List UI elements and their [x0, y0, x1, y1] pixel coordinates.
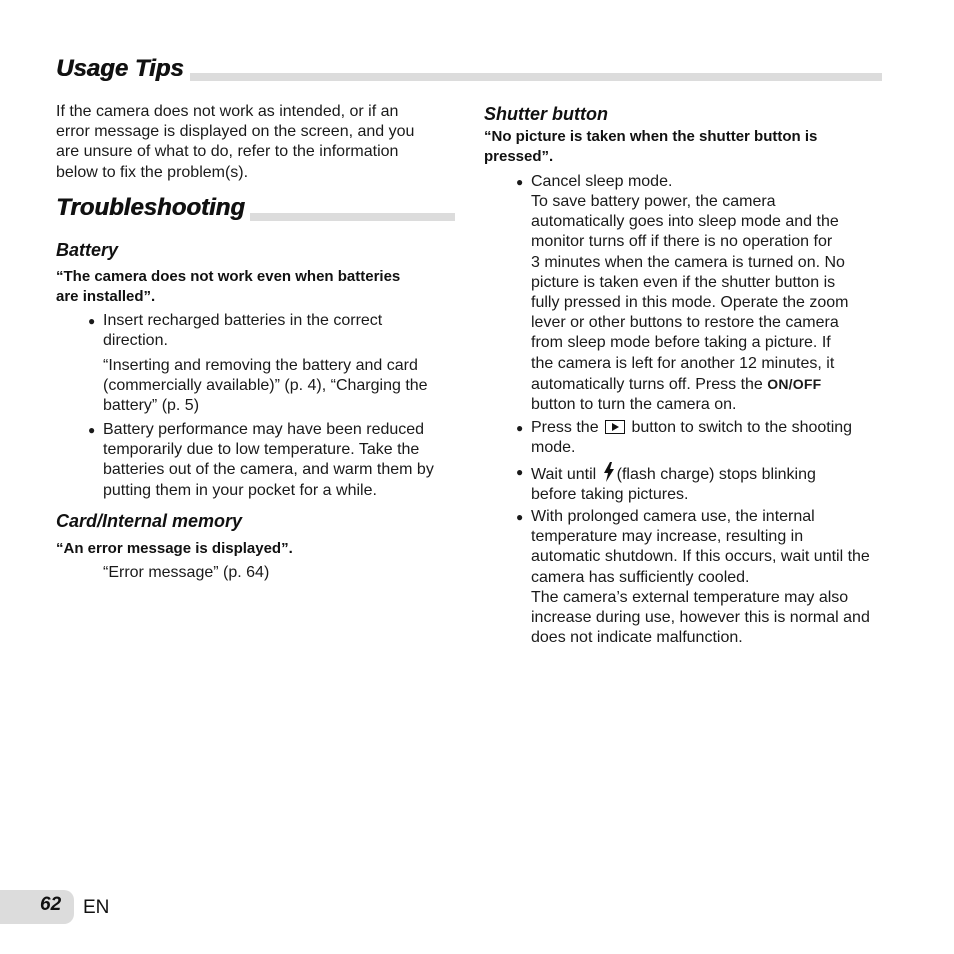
usage-tips-title: Usage Tips	[56, 55, 188, 83]
shutter-item-4: With prolonged camera use, the internal temperature may increase, resulting in automatic shutdown. If this occurs, wait until the camera has sufficiently cooled. The camera’s external temperature may also increase during use, however this is normal and does not indicate malfunction.	[531, 508, 870, 647]
usage-tips-rule	[190, 73, 882, 81]
battery-heading: Battery	[56, 240, 119, 260]
battery-question: “The camera does not work even when batteries are installed”.	[56, 268, 401, 305]
bullet-icon: ●	[516, 175, 524, 189]
language-label: EN	[83, 897, 110, 918]
page-number-tab	[0, 890, 74, 924]
bullet-icon: ●	[88, 314, 96, 328]
bullet-icon: ●	[516, 421, 524, 435]
shutter-item-2-b: button to switch to the shooting mode.	[531, 419, 853, 457]
battery-reference: “Inserting and removing the battery and card (commercially available)” (p. 4), “Charging the battery” (p. 5)	[103, 357, 428, 415]
flash-icon	[603, 462, 615, 482]
shutter-item-1-body-a: To save battery power, the camera automatically goes into sleep mode and the monitor turns off if there is no operation for 3 minutes when the camera is turned on. No picture is taken even if the shutter button is fully pressed in this mode. Operate the zoom lever or other buttons to restore the camera from sleep mode before taking a picture. If the camera is left for another 12 minutes, it automatically turns off. Press the	[531, 193, 849, 393]
troubleshooting-title: Troubleshooting	[56, 194, 249, 222]
page-number: 62	[40, 894, 62, 915]
bullet-icon: ●	[516, 465, 524, 479]
shutter-heading: Shutter button	[484, 104, 608, 124]
onoff-button-label: ON/OFF	[767, 375, 822, 392]
shutter-question: “No picture is taken when the shutter button is pressed”.	[484, 128, 818, 165]
shutter-item-1-title: Cancel sleep mode.	[531, 173, 673, 190]
shutter-item-1-body	[531, 192, 891, 415]
playback-icon	[605, 420, 625, 434]
shutter-item-3	[531, 462, 891, 505]
card-heading: Card/Internal memory	[56, 511, 243, 531]
shutter-item-3-b: (flash charge) stops blinking before taking pictures.	[531, 466, 816, 504]
shutter-item-3-a: Wait until	[531, 466, 601, 483]
card-reference: “Error message” (p. 64)	[103, 564, 270, 581]
shutter-item-1-body-b: button to turn the camera on.	[531, 396, 737, 414]
shutter-item-2	[531, 418, 891, 458]
card-question: “An error message is displayed”.	[56, 540, 293, 557]
bullet-icon: ●	[516, 510, 524, 524]
battery-item-1: Insert recharged batteries in the correct direction.	[103, 312, 383, 350]
shutter-item-2-a: Press the	[531, 419, 604, 436]
battery-item-2: Battery performance may have been reduced temporarily due to low temperature. Take the batteries out of the camera, and warm them by putting them in your pocket for a while.	[103, 421, 434, 499]
usage-tips-intro: If the camera does not work as intended, or if an error message is displayed on the screen, and you are unsure of what to do, refer to the information below to fix the problem(s).	[56, 103, 415, 181]
troubleshooting-rule	[250, 213, 455, 221]
bullet-icon: ●	[88, 423, 96, 437]
